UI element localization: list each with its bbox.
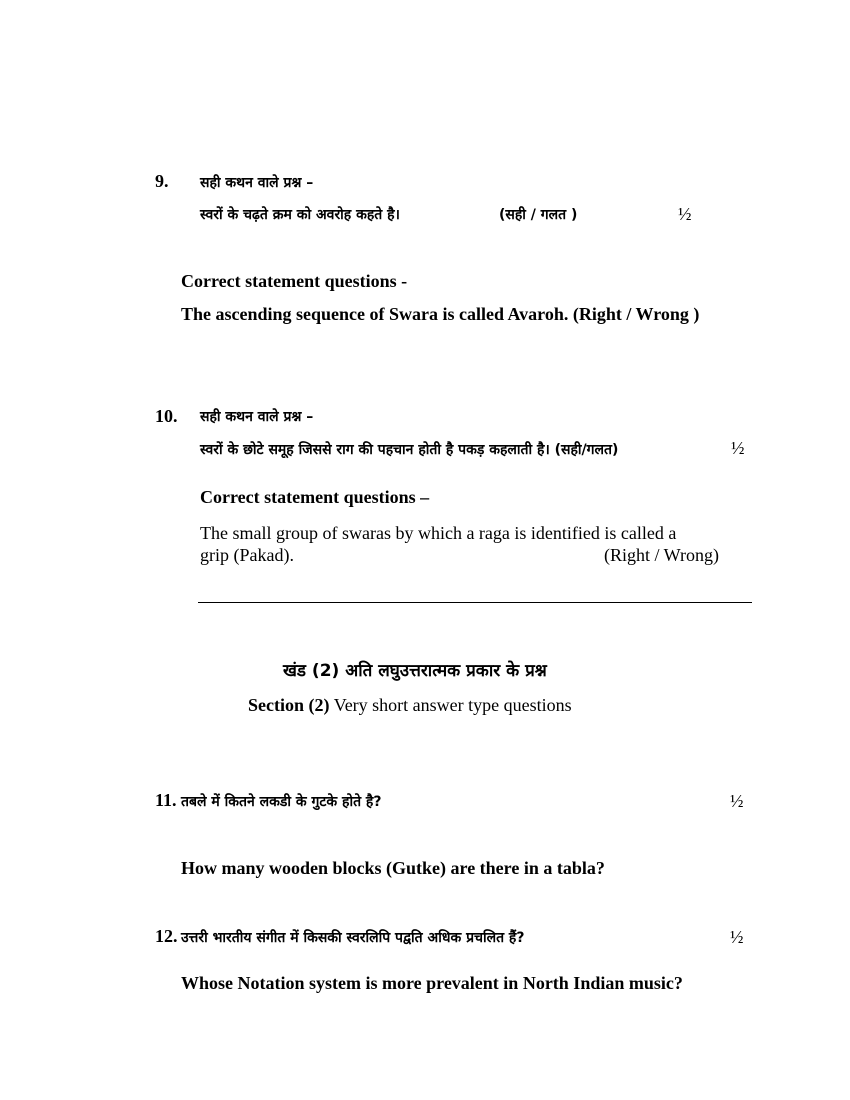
- q10-english-line1: The small group of swaras by which a raga is identified is called a: [200, 523, 677, 543]
- q12-hindi-question: उत्तरी भारतीय संगीत में किसकी स्वरलिपि पद्वति अधिक प्रचलित हैं?: [181, 930, 525, 946]
- q10-english-options: (Right / Wrong): [604, 545, 719, 565]
- q12-english-question: Whose Notation system is more prevalent in North Indian music?: [181, 973, 683, 993]
- section-divider: [198, 602, 752, 603]
- section-english-title: [248, 695, 572, 716]
- q12-marks: ½: [730, 927, 744, 947]
- q11-hindi-question: तबले में कितने लकडी के गुटके होते है?: [181, 794, 382, 810]
- q9-hindi-options: (सही / गलत ): [499, 207, 578, 223]
- q10-english-line2: grip (Pakad).: [200, 545, 294, 565]
- q9-english-heading: Correct statement questions -: [181, 271, 408, 291]
- q10-number: 10.: [155, 406, 178, 426]
- q9-english-statement: The ascending sequence of Swara is called Avaroh. (Right / Wrong ): [181, 304, 700, 324]
- q10-hindi-heading: सही कथन वाले प्रश्न –: [200, 409, 314, 425]
- q12-number: 12.: [155, 926, 178, 946]
- q10-english-heading: Correct statement questions –: [200, 487, 430, 507]
- section-title-text: Very short answer type questions: [333, 695, 572, 715]
- q9-marks: ½: [678, 204, 692, 224]
- q11-number: 11.: [155, 790, 177, 810]
- section-label: Section: [248, 695, 304, 715]
- q9-hindi-statement: स्वरों के चढ़ते क्रम को अवरोह कहते है।: [200, 207, 400, 223]
- q9-number: 9.: [155, 171, 169, 191]
- q10-marks: ½: [731, 438, 745, 458]
- q10-hindi-statement: स्वरों के छोटे समूह जिससे राग की पहचान होती है पकड़ कहलाती है। (सही/गलत): [200, 442, 619, 458]
- section-number: (2): [308, 695, 330, 715]
- q11-english-question: How many wooden blocks (Gutke) are there in a tabla?: [181, 858, 605, 878]
- section-hindi-title: खंड (2) अति लघुउत्तरात्मक प्रकार के प्रश्न: [283, 661, 547, 681]
- q9-hindi-heading: सही कथन वाले प्रश्न –: [200, 175, 314, 191]
- q11-marks: ½: [730, 791, 744, 811]
